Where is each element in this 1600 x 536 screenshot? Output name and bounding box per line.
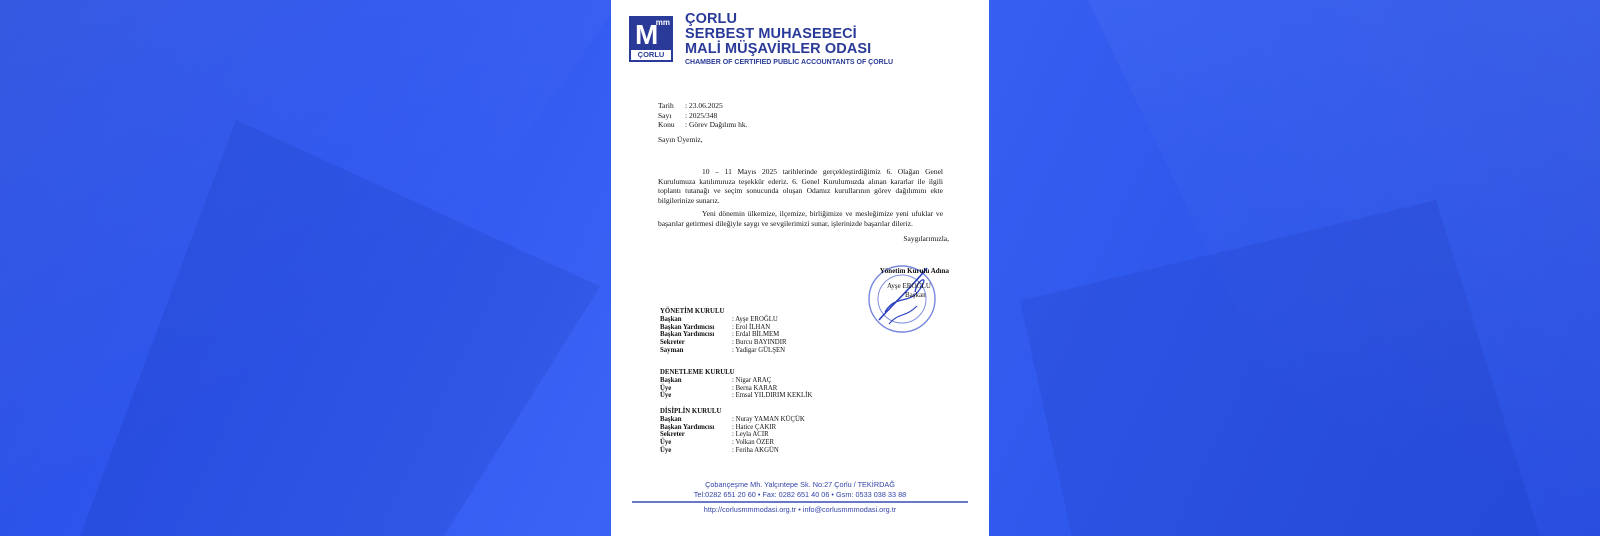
board-member-row: Üye : Volkan ÖZER — [660, 439, 775, 447]
org-line-3: MALİ MÜŞAVİRLER ODASI — [685, 41, 872, 57]
org-english-name: CHAMBER OF CERTIFIED PUBLIC ACCOUNTANTS OF ÇORLU — [685, 59, 894, 66]
board-member-row: Başkan : Nuray YAMAN KÜÇÜK — [660, 415, 805, 423]
board-title: YÖNETİM KURULU — [660, 308, 725, 315]
background-facet — [0, 0, 620, 536]
footer-phones: Tel:0282 651 20 60 • Fax: 0282 651 40 06 • Gsm: 0533 038 33 88 — [693, 489, 907, 499]
background-facet — [80, 120, 600, 536]
board-member-row: Sekreter : Burcu BAYINDIR — [660, 339, 787, 347]
signatory-name: Ayşe EROĞLU — [887, 282, 931, 290]
meta-row-date: Tarih : 23.06.2025 — [658, 101, 723, 110]
board-section-audit — [660, 369, 812, 400]
board-section-discipline — [660, 408, 805, 455]
footer-divider — [632, 501, 968, 503]
logo-superscript: mm — [655, 18, 670, 27]
board-member-row: Üye : Berna KARAR — [660, 384, 778, 392]
org-line-2: SERBEST MUHASEBECİ — [685, 26, 857, 42]
board-member-row: Sekreter : Leyla ACIR — [660, 431, 769, 439]
board-member-row: Başkan Yardımcısı : Erol İLHAN — [660, 323, 771, 331]
logo-letter: M — [635, 19, 659, 50]
letter-meta — [658, 101, 748, 130]
letter-footer — [611, 480, 989, 514]
board-member-row: Üye : Emsal YILDIRIM KEKLİK — [660, 392, 813, 400]
board-member-row: Üye : Feriha AKGÜN — [660, 446, 779, 454]
chamber-logo — [629, 16, 673, 62]
footer-address: Çobançeşme Mh. Yalçıntepe Sk. No:27 Çorlu / TEKİRDAĞ — [705, 480, 895, 489]
board-member-row: Sayman : Yadigar GÜLŞEN — [660, 346, 786, 354]
letter-page — [611, 0, 989, 536]
organization-name — [685, 12, 893, 68]
signatory-role: Başkan — [905, 291, 926, 299]
salutation: Sayın Üyemiz, — [658, 135, 703, 144]
meta-row-subject: Konu : Görev Dağılımı hk. — [658, 120, 748, 129]
board-member-row: Başkan Yardımcısı : Erdal BİLMEM — [660, 331, 780, 339]
org-line-1: ÇORLU — [685, 11, 738, 27]
board-title: DENETLEME KURULU — [660, 369, 735, 376]
board-member-row: Başkan Yardımcısı : Hatice ÇAKIR — [660, 423, 777, 431]
body-paragraph-2: Yeni dönemin ülkemize, ilçemize, birliğimize ve mesleğimize yeni ufuklar ve başarılar getirmesi dileğiyle saygı ve sevgilerimizi sunar, işlerinizde başarılar dileriz. — [658, 209, 943, 228]
board-member-row: Başkan : Ayşe EROĞLU — [660, 315, 778, 323]
signatory-on-behalf: Yönetim Kurulu Adına — [879, 267, 949, 275]
board-member-row: Başkan : Nigar ARAÇ — [660, 376, 772, 384]
body-paragraph-1: 10 – 11 Mayıs 2025 tarihlerinde gerçekleştirdiğimiz 6. Olağan Genel Kurulumuza katılımınıza teşekkür ederiz. 6. Genel Kurulumuzda alınan kararlar ile ilgili toplantı tutanağı ve seçim sonucunda oluşan Odamız kurullarının görev dağılımını ekte bilgilerinize sunarız. — [658, 167, 943, 205]
footer-web: http://corlusmmmodasi.org.tr • info@corlusmmmodasi.org.tr — [703, 504, 897, 514]
meta-row-number: Sayı : 2025/348 — [658, 110, 718, 120]
background-facet — [960, 0, 1600, 536]
board-title: DİSİPLİN KURULU — [660, 408, 722, 415]
closing: Saygılarımızla, — [903, 234, 949, 243]
board-section-executive — [660, 308, 787, 355]
background-facet — [1020, 200, 1540, 536]
logo-caption: ÇORLU — [631, 50, 671, 60]
